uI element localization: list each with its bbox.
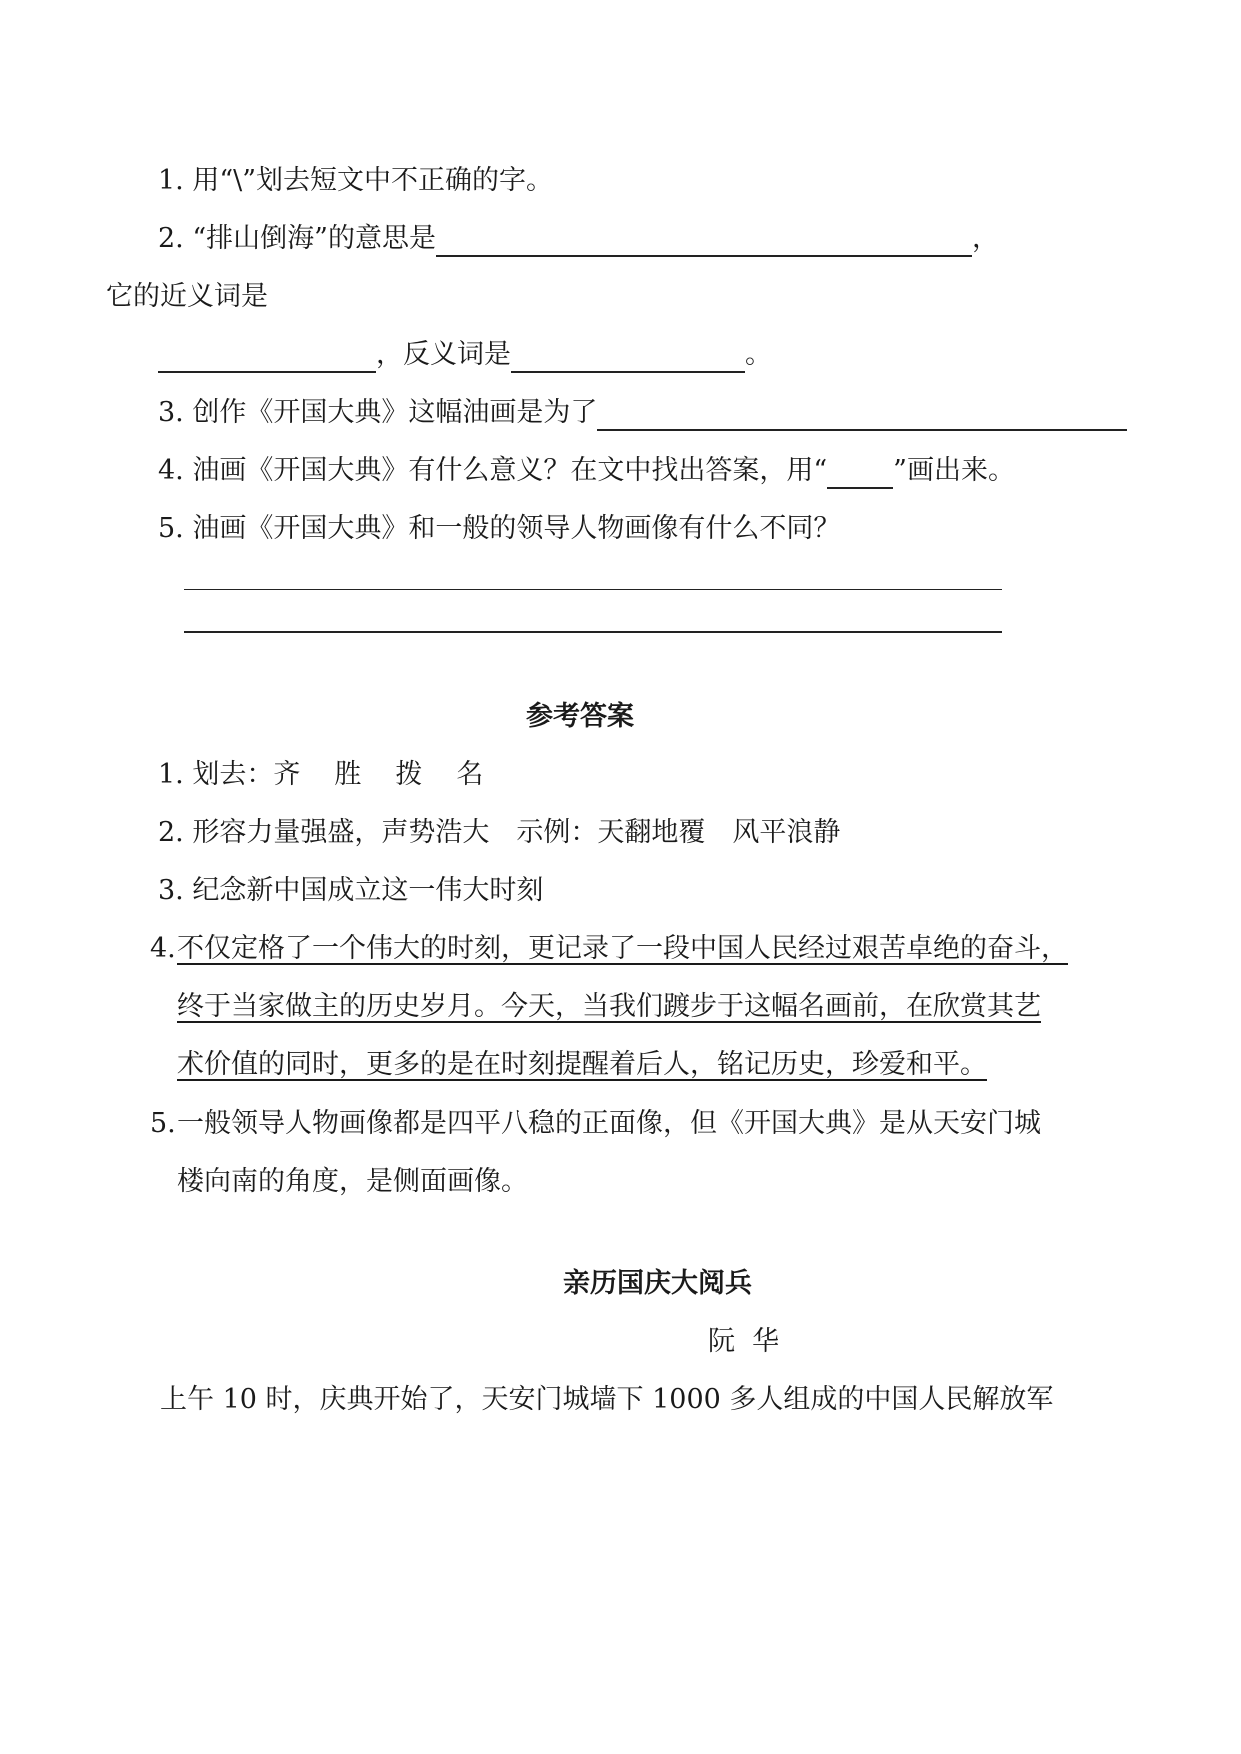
answer-5-number: 5. — [150, 1108, 176, 1139]
answer-1-item: 胜 — [334, 759, 362, 790]
question-2-end: 。 — [745, 339, 772, 370]
article-author: 阮 华 — [708, 1326, 780, 1357]
answer-5-line-2: 楼向南的角度，是侧面画像。 — [177, 1166, 528, 1197]
answer-1 — [158, 757, 483, 793]
answers-title: 参考答案 — [526, 701, 634, 732]
answer-1-item: 齐 — [273, 759, 301, 790]
answer-4-line-2: 终于当家做主的历史岁月。今天，当我们踱步于这幅名画前，在欣赏其艺 — [177, 991, 1041, 1022]
question-2-blanks — [158, 337, 772, 373]
article-title: 亲历国庆大阅兵 — [563, 1268, 752, 1299]
question-2-text: 2. “排山倒海”的意思是 — [158, 223, 436, 254]
question-2-comma: ， — [971, 223, 999, 254]
question-2 — [158, 221, 999, 257]
question-3-text: 3. 创作《开国大典》这幅油画是为了 — [158, 397, 598, 428]
answer-1-item: 拨 — [395, 759, 423, 790]
question-3 — [158, 395, 1127, 431]
question-4 — [158, 453, 1015, 489]
answer-blank-antonym[interactable] — [511, 343, 745, 373]
question-2-near-label: 它的近义词是 — [106, 281, 268, 312]
answer-blank-meaning[interactable] — [436, 227, 972, 257]
answer-4-line-1: 不仅定格了一个伟大的时刻，更记录了一段中国人民经过艰苦卓绝的奋斗， — [177, 933, 1068, 964]
answer-5-line-1: 一般领导人物画像都是四平八稳的正面像，但《开国大典》是从天安门城 — [177, 1108, 1041, 1139]
answer-2: 2. 形容力量强盛，声势浩大 示例：天翻地覆 风平浪静 — [158, 817, 841, 848]
answer-1-item: 名 — [456, 759, 484, 790]
question-1: 1. 用“\”划去短文中不正确的字。 — [158, 165, 554, 196]
answer-4-number: 4. — [150, 933, 176, 964]
answer-4-line-3: 术价值的同时，更多的是在时刻提醒着后人，铭记历史，珍爱和平。 — [177, 1049, 987, 1080]
answer-blank-purpose[interactable] — [597, 401, 1127, 431]
question-4-suffix: ”画出来。 — [893, 455, 1015, 486]
underline-sample — [827, 459, 893, 489]
answer-line-1[interactable] — [184, 589, 1002, 590]
answer-3: 3. 纪念新中国成立这一伟大时刻 — [158, 875, 544, 906]
article-first-line: 上午 10 时，庆典开始了，天安门城墙下 1000 多人组成的中国人民解放军 — [160, 1384, 1054, 1415]
answer-1-label: 1. 划去： — [158, 759, 274, 790]
answer-line-2[interactable] — [184, 631, 1002, 633]
question-2-opposite-label: ，反义词是 — [376, 339, 511, 370]
answer-blank-synonym[interactable] — [158, 343, 376, 373]
question-5: 5. 油画《开国大典》和一般的领导人物画像有什么不同？ — [158, 513, 841, 544]
question-4-text: 4. 油画《开国大典》有什么意义？在文中找出答案，用“ — [158, 455, 828, 486]
